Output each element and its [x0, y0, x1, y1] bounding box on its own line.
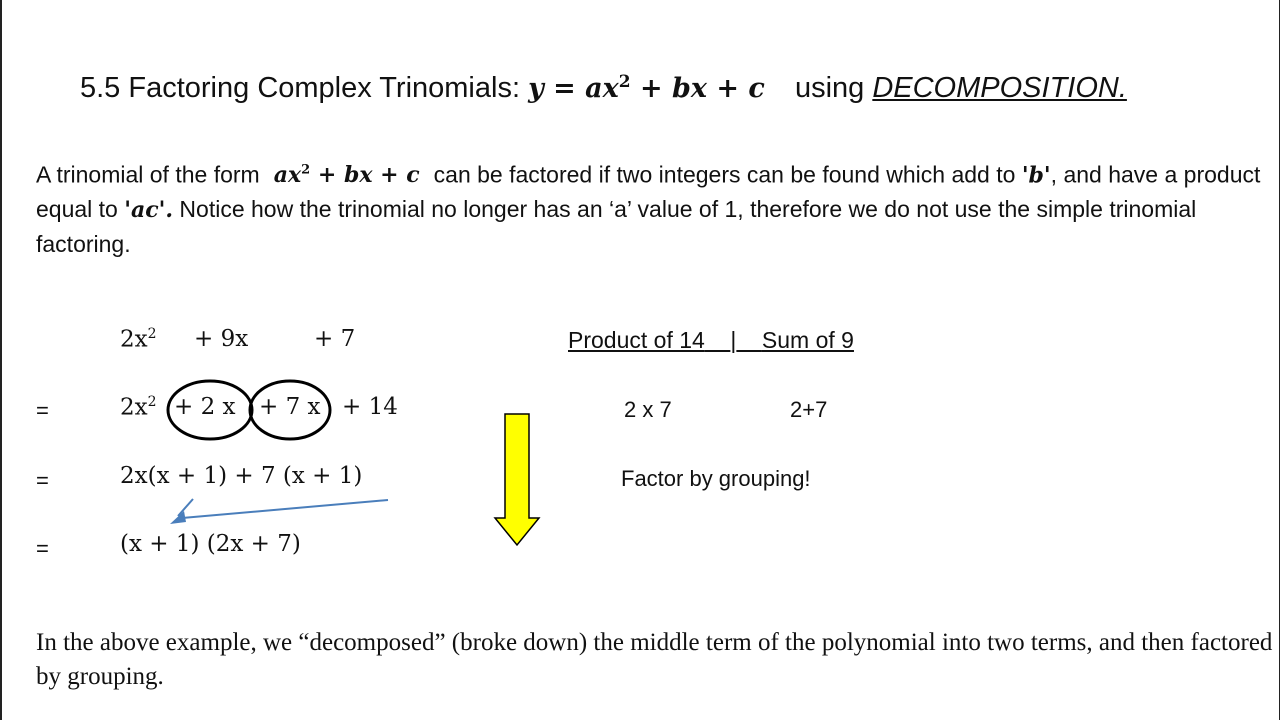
- factor-note: Factor by grouping!: [621, 466, 811, 491]
- title-prefix: 5.5 Factoring Complex Trinomials:: [80, 72, 520, 104]
- sum-value: 2+7: [790, 397, 828, 422]
- equals-sign: =: [36, 468, 49, 493]
- intro-text: , and have a product equal to: [36, 161, 1261, 223]
- product-value: 2 x 7: [624, 397, 672, 422]
- title-using: using: [794, 72, 865, 104]
- circle-annotation: [250, 381, 330, 439]
- intro-text: Notice how the trinomial no longer has an ‘a’ value of 1, therefore we do not use the simple trinomial factoring.: [36, 196, 1197, 258]
- intro-text: A trinomial of the form: [36, 161, 260, 188]
- step-row-2-term1: $2x^2$: [120, 394, 157, 421]
- title-method: DECOMPOSITION.: [872, 72, 1127, 104]
- pointer-arrow-icon: [170, 499, 388, 524]
- circled-term-2: + 7 x: [259, 394, 321, 420]
- step-row-1-term3: + 7: [314, 326, 356, 352]
- equals-sign: =: [36, 398, 49, 423]
- step-row-1-term2: + 9x: [194, 326, 249, 352]
- product-header: Product of 14 | Sum of 9: [568, 327, 854, 353]
- intro-text: can be factored if two integers can be found which add to: [433, 161, 1016, 188]
- step-row-4: (x + 1) (2x + 7): [120, 531, 301, 557]
- step-row-3: 2x(x + 1) + 7 (x + 1): [120, 463, 363, 489]
- circled-term-1: + 2 x: [174, 394, 236, 420]
- circle-annotation: [168, 381, 252, 439]
- down-arrow-icon: [495, 414, 539, 545]
- title-formula: $y = ax^2$ + bx + c: [528, 72, 765, 104]
- intro-ac-term: 'ac'.: [124, 197, 174, 224]
- step-row-1: $2x^2$: [120, 326, 157, 353]
- intro-b-term: 'b': [1021, 162, 1051, 189]
- intro-formula: $ax^2$ + bx + c: [273, 162, 420, 189]
- step-row-2-term4: + 14: [342, 394, 398, 420]
- summary-paragraph: In the above example, we “decomposed” (broke down) the middle term of the polynomial into two terms, and then factored by grouping.: [36, 629, 1273, 690]
- equals-sign: =: [36, 536, 49, 561]
